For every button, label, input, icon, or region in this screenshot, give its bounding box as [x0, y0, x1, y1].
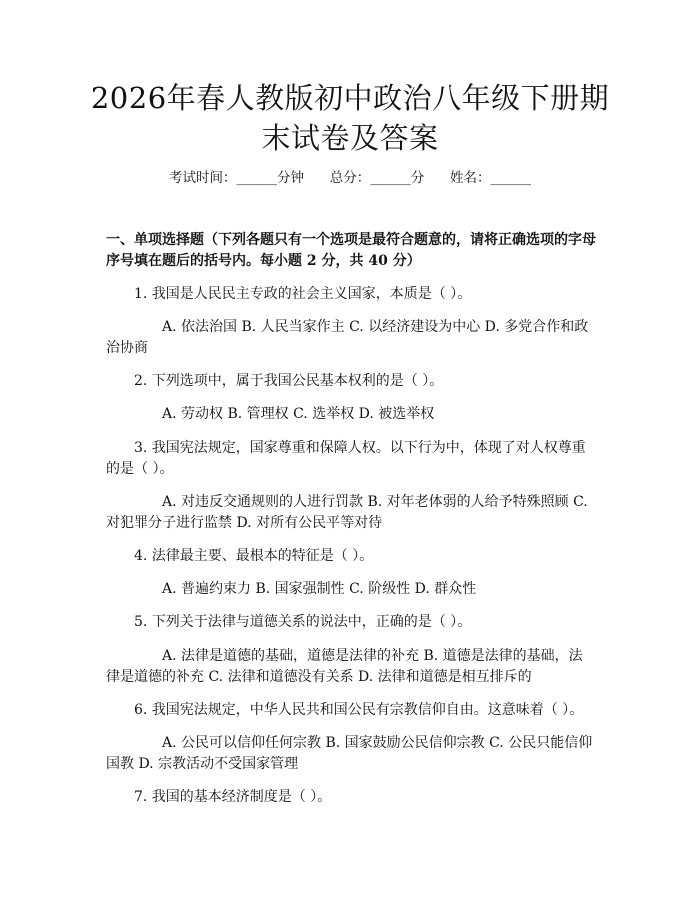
- section-heading: 一、单项选择题（下列各题只有一个选项是最符合题意的，请将正确选项的字母序号填在题后的括号内。每小题 2 分，共 40 分）: [106, 232, 596, 269]
- question-2-options: A. 劳动权 B. 管理权 C. 选举权 D. 被选举权: [162, 406, 435, 422]
- question-1: 1. 我国是人民民主专政的社会主义国家，本质是（ ）。: [134, 286, 472, 302]
- question-7: 7. 我国的基本经济制度是（ ）。: [134, 789, 332, 805]
- question-3: 3. 我国宪法规定，国家尊重和保障人权。以下行为中，体现了对人权尊重的是（ ）。: [106, 440, 586, 477]
- exam-info-line: 考试时间：______分钟 总分：______分 姓名：______: [169, 170, 531, 186]
- document-title: 2026年春人教版初中政治八年级下册期末试卷及答案: [90, 81, 610, 155]
- question-6: 6. 我国宪法规定，中华人民共和国公民有宗教信仰自由。这意味着（ ）。: [134, 702, 584, 718]
- question-6-options: A. 公民可以信仰任何宗教 B. 国家鼓励公民信仰宗教 C. 公民只能信仰国教 D. 宗教活动不受国家管理: [106, 735, 593, 772]
- question-4-options: A. 普遍约束力 B. 国家强制性 C. 阶级性 D. 群众性: [162, 581, 477, 597]
- question-1-options: A. 依法治国 B. 人民当家作主 C. 以经济建设为中心 D. 多党合作和政治协商: [106, 319, 589, 356]
- question-2: 2. 下列选项中，属于我国公民基本权利的是（ ）。: [134, 373, 444, 389]
- question-5-options: A. 法律是道德的基础，道德是法律的补充 B. 道德是法律的基础，法律是道德的补充 C. 法律和道德没有关系 D. 法律和道德是相互排斥的: [106, 648, 583, 685]
- question-5: 5. 下列关于法律与道德关系的说法中，正确的是（ ）。: [134, 614, 472, 630]
- question-4: 4. 法律最主要、最根本的特征是（ ）。: [134, 548, 374, 564]
- question-3-options: A. 对违反交通规则的人进行罚款 B. 对年老体弱的人给予特殊照顾 C. 对犯罪分子进行监禁 D. 对所有公民平等对待: [106, 494, 588, 531]
